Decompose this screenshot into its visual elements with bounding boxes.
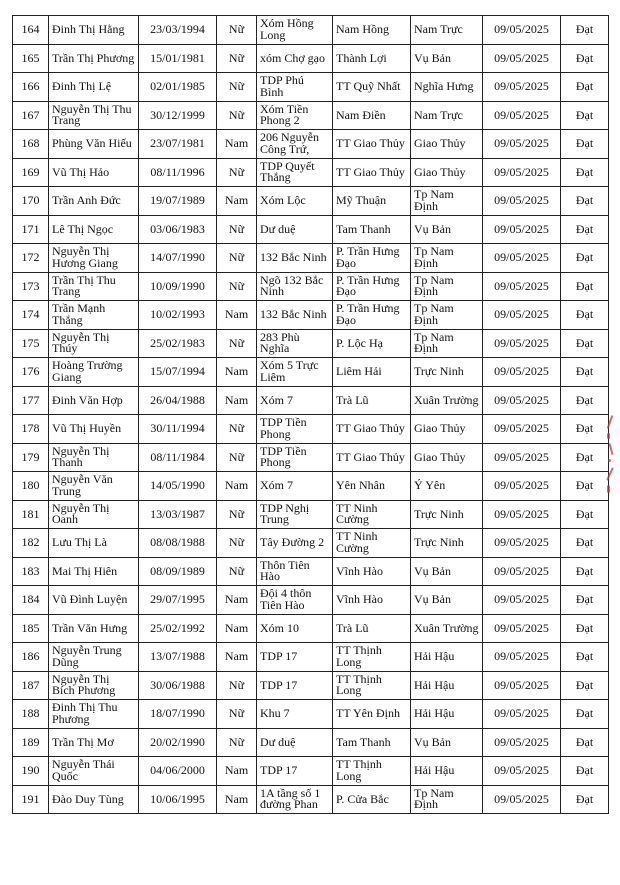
address-cell: Dư duệ	[257, 215, 333, 244]
row-number-cell: 169	[13, 158, 49, 187]
full-name-cell: Vũ Thị Hảo	[49, 158, 139, 187]
ward-cell: Thành Lợi	[333, 44, 411, 73]
gender-cell: Nữ	[217, 415, 257, 444]
result-cell: Đạt	[561, 728, 609, 757]
birth-date-cell: 08/11/1996	[139, 158, 217, 187]
address-cell: Xóm Hồng Long	[257, 16, 333, 45]
gender-cell: Nữ	[217, 16, 257, 45]
ward-cell: TT Thịnh Long	[333, 643, 411, 672]
table-row	[13, 386, 609, 415]
district-cell: Tp Nam Định	[411, 244, 483, 273]
row-number-cell: 168	[13, 130, 49, 159]
ward-cell: TT Giao Thủy	[333, 158, 411, 187]
birth-date-cell: 08/09/1989	[139, 557, 217, 586]
address-cell: Khu 7	[257, 700, 333, 729]
gender-cell: Nữ	[217, 728, 257, 757]
ward-cell: Liêm Hải	[333, 358, 411, 387]
address-cell: Xóm Tiền Phong 2	[257, 101, 333, 130]
row-number-cell: 191	[13, 785, 49, 814]
exam-date-cell: 09/05/2025	[483, 158, 561, 187]
address-cell: Dư duệ	[257, 728, 333, 757]
address-cell: 283 Phù Nghĩa	[257, 329, 333, 358]
result-cell: Đạt	[561, 16, 609, 45]
birth-date-cell: 25/02/1983	[139, 329, 217, 358]
gender-cell: Nữ	[217, 215, 257, 244]
ward-cell: TT Giao Thủy	[333, 415, 411, 444]
full-name-cell: Trần Anh Đức	[49, 187, 139, 216]
result-cell: Đạt	[561, 158, 609, 187]
district-cell: Hải Hậu	[411, 700, 483, 729]
district-cell: Trực Ninh	[411, 500, 483, 529]
district-cell: Giao Thủy	[411, 415, 483, 444]
ward-cell: TT Giao Thủy	[333, 443, 411, 472]
gender-cell: Nữ	[217, 329, 257, 358]
birth-date-cell: 19/07/1989	[139, 187, 217, 216]
gender-cell: Nam	[217, 130, 257, 159]
exam-date-cell: 09/05/2025	[483, 44, 561, 73]
district-cell: Vụ Bản	[411, 586, 483, 615]
address-cell: TDP Phú Bình	[257, 73, 333, 102]
table-row	[13, 500, 609, 529]
district-cell: Vụ Bản	[411, 557, 483, 586]
result-cell: Đạt	[561, 700, 609, 729]
ward-cell: Mỹ Thuận	[333, 187, 411, 216]
birth-date-cell: 29/07/1995	[139, 586, 217, 615]
result-cell: Đạt	[561, 472, 609, 501]
address-cell: Ngõ 132 Bắc Ninh	[257, 272, 333, 301]
birth-date-cell: 20/02/1990	[139, 728, 217, 757]
ward-cell: TT Thịnh Long	[333, 671, 411, 700]
district-cell: Tp Nam Định	[411, 301, 483, 330]
exam-date-cell: 09/05/2025	[483, 785, 561, 814]
table-row	[13, 700, 609, 729]
district-cell: Giao Thủy	[411, 130, 483, 159]
district-cell: Nghĩa Hưng	[411, 73, 483, 102]
district-cell: Vụ Bản	[411, 728, 483, 757]
gender-cell: Nam	[217, 586, 257, 615]
address-cell: TDP 17	[257, 643, 333, 672]
district-cell: Vụ Bản	[411, 44, 483, 73]
gender-cell: Nam	[217, 757, 257, 786]
row-number-cell: 167	[13, 101, 49, 130]
gender-cell: Nữ	[217, 272, 257, 301]
birth-date-cell: 23/07/1981	[139, 130, 217, 159]
row-number-cell: 190	[13, 757, 49, 786]
table-body	[13, 16, 609, 814]
ward-cell: Trà Lũ	[333, 386, 411, 415]
full-name-cell: Phùng Văn Hiếu	[49, 130, 139, 159]
exam-date-cell: 09/05/2025	[483, 329, 561, 358]
table-row	[13, 415, 609, 444]
gender-cell: Nam	[217, 386, 257, 415]
row-number-cell: 170	[13, 187, 49, 216]
row-number-cell: 185	[13, 614, 49, 643]
gender-cell: Nam	[217, 301, 257, 330]
full-name-cell: Mai Thị Hiên	[49, 557, 139, 586]
table-row	[13, 215, 609, 244]
address-cell: Xóm Lộc	[257, 187, 333, 216]
exam-date-cell: 09/05/2025	[483, 244, 561, 273]
district-cell: Xuân Trường	[411, 614, 483, 643]
gender-cell: Nữ	[217, 500, 257, 529]
birth-date-cell: 13/03/1987	[139, 500, 217, 529]
birth-date-cell: 08/11/1984	[139, 443, 217, 472]
full-name-cell: Lê Thị Ngọc	[49, 215, 139, 244]
exam-date-cell: 09/05/2025	[483, 643, 561, 672]
full-name-cell: Vũ Thị Huyền	[49, 415, 139, 444]
birth-date-cell: 03/06/1983	[139, 215, 217, 244]
table-row	[13, 785, 609, 814]
full-name-cell: Nguyễn Thị Thúy	[49, 329, 139, 358]
row-number-cell: 177	[13, 386, 49, 415]
ward-cell: Nam Hồng	[333, 16, 411, 45]
gender-cell: Nữ	[217, 158, 257, 187]
result-cell: Đạt	[561, 785, 609, 814]
district-cell: Tp Nam Định	[411, 187, 483, 216]
birth-date-cell: 13/07/1988	[139, 643, 217, 672]
row-number-cell: 187	[13, 671, 49, 700]
district-cell: Trực Ninh	[411, 529, 483, 558]
birth-date-cell: 08/08/1988	[139, 529, 217, 558]
gender-cell: Nữ	[217, 101, 257, 130]
birth-date-cell: 23/03/1994	[139, 16, 217, 45]
address-cell: Xóm 7	[257, 386, 333, 415]
exam-date-cell: 09/05/2025	[483, 557, 561, 586]
exam-date-cell: 09/05/2025	[483, 101, 561, 130]
address-cell: TDP Quyết Thắng	[257, 158, 333, 187]
results-table	[12, 15, 609, 814]
exam-date-cell: 09/05/2025	[483, 16, 561, 45]
table-row	[13, 187, 609, 216]
gender-cell: Nam	[217, 187, 257, 216]
full-name-cell: Nguyễn Thị Bích Phương	[49, 671, 139, 700]
full-name-cell: Đinh Thị Hằng	[49, 16, 139, 45]
gender-cell: Nữ	[217, 700, 257, 729]
birth-date-cell: 26/04/1988	[139, 386, 217, 415]
address-cell: 132 Bắc Ninh	[257, 244, 333, 273]
birth-date-cell: 15/01/1981	[139, 44, 217, 73]
exam-date-cell: 09/05/2025	[483, 500, 561, 529]
full-name-cell: Trần Mạnh Thắng	[49, 301, 139, 330]
ward-cell: P. Trần Hưng Đạo	[333, 244, 411, 273]
address-cell: Tây Đường 2	[257, 529, 333, 558]
exam-date-cell: 09/05/2025	[483, 187, 561, 216]
row-number-cell: 171	[13, 215, 49, 244]
address-cell: TDP 17	[257, 757, 333, 786]
exam-date-cell: 09/05/2025	[483, 472, 561, 501]
result-cell: Đạt	[561, 614, 609, 643]
district-cell: Tp Nam Định	[411, 785, 483, 814]
exam-date-cell: 09/05/2025	[483, 272, 561, 301]
birth-date-cell: 14/05/1990	[139, 472, 217, 501]
row-number-cell: 189	[13, 728, 49, 757]
row-number-cell: 182	[13, 529, 49, 558]
gender-cell: Nam	[217, 614, 257, 643]
district-cell: Hải Hậu	[411, 671, 483, 700]
exam-date-cell: 09/05/2025	[483, 386, 561, 415]
gender-cell: Nữ	[217, 73, 257, 102]
birth-date-cell: 02/01/1985	[139, 73, 217, 102]
birth-date-cell: 30/11/1994	[139, 415, 217, 444]
full-name-cell: Đinh Thị Thu Phương	[49, 700, 139, 729]
result-cell: Đạt	[561, 757, 609, 786]
row-number-cell: 175	[13, 329, 49, 358]
district-cell: Xuân Trường	[411, 386, 483, 415]
full-name-cell: Trần Thị Mơ	[49, 728, 139, 757]
gender-cell: Nam	[217, 785, 257, 814]
district-cell: Trực Ninh	[411, 358, 483, 387]
exam-date-cell: 09/05/2025	[483, 700, 561, 729]
ward-cell: P. Cửa Bắc	[333, 785, 411, 814]
exam-date-cell: 09/05/2025	[483, 130, 561, 159]
gender-cell: Nữ	[217, 557, 257, 586]
table-row	[13, 557, 609, 586]
district-cell: Giao Thủy	[411, 158, 483, 187]
gender-cell: Nữ	[217, 671, 257, 700]
table-row	[13, 272, 609, 301]
ward-cell: Tam Thanh	[333, 728, 411, 757]
row-number-cell: 184	[13, 586, 49, 615]
address-cell: 206 Nguyễn Công Trứ,	[257, 130, 333, 159]
gender-cell: Nữ	[217, 244, 257, 273]
ward-cell: Nam Điền	[333, 101, 411, 130]
exam-date-cell: 09/05/2025	[483, 671, 561, 700]
table-row	[13, 586, 609, 615]
district-cell: Tp Nam Định	[411, 329, 483, 358]
address-cell: TDP Tiền Phong	[257, 415, 333, 444]
ward-cell: TT Quỹ Nhất	[333, 73, 411, 102]
full-name-cell: Nguyễn Trung Dũng	[49, 643, 139, 672]
ward-cell: TT Ninh Cường	[333, 529, 411, 558]
result-cell: Đạt	[561, 386, 609, 415]
full-name-cell: Vũ Đình Luyện	[49, 586, 139, 615]
exam-date-cell: 09/05/2025	[483, 215, 561, 244]
exam-date-cell: 09/05/2025	[483, 415, 561, 444]
district-cell: Tp Nam Định	[411, 272, 483, 301]
district-cell: Vụ Bản	[411, 215, 483, 244]
result-cell: Đạt	[561, 101, 609, 130]
row-number-cell: 178	[13, 415, 49, 444]
district-cell: Giao Thủy	[411, 443, 483, 472]
exam-date-cell: 09/05/2025	[483, 443, 561, 472]
exam-date-cell: 09/05/2025	[483, 73, 561, 102]
birth-date-cell: 30/12/1999	[139, 101, 217, 130]
birth-date-cell: 10/06/1995	[139, 785, 217, 814]
row-number-cell: 179	[13, 443, 49, 472]
address-cell: 132 Bắc Ninh	[257, 301, 333, 330]
result-cell: Đạt	[561, 244, 609, 273]
row-number-cell: 173	[13, 272, 49, 301]
result-cell: Đạt	[561, 500, 609, 529]
row-number-cell: 164	[13, 16, 49, 45]
row-number-cell: 180	[13, 472, 49, 501]
full-name-cell: Đinh Văn Hợp	[49, 386, 139, 415]
full-name-cell: Lưu Thị Là	[49, 529, 139, 558]
ward-cell: P. Trần Hưng Đạo	[333, 301, 411, 330]
birth-date-cell: 14/07/1990	[139, 244, 217, 273]
result-cell: Đạt	[561, 529, 609, 558]
table-row	[13, 244, 609, 273]
ward-cell: Vĩnh Hào	[333, 586, 411, 615]
ward-cell: Vĩnh Hào	[333, 557, 411, 586]
result-cell: Đạt	[561, 557, 609, 586]
address-cell: TDP Nghị Trung	[257, 500, 333, 529]
table-row	[13, 671, 609, 700]
table-row	[13, 443, 609, 472]
full-name-cell: Nguyễn Văn Trung	[49, 472, 139, 501]
full-name-cell: Đào Duy Tùng	[49, 785, 139, 814]
table-row	[13, 101, 609, 130]
result-cell: Đạt	[561, 643, 609, 672]
result-cell: Đạt	[561, 73, 609, 102]
full-name-cell: Trần Văn Hưng	[49, 614, 139, 643]
district-cell: Nam Trực	[411, 101, 483, 130]
table-row	[13, 329, 609, 358]
address-cell: 1A tầng số 1 đường Phan	[257, 785, 333, 814]
full-name-cell: Nguyễn Thái Quốc	[49, 757, 139, 786]
full-name-cell: Trần Thị Phương	[49, 44, 139, 73]
full-name-cell: Trần Thị Thu Trang	[49, 272, 139, 301]
district-cell: Ý Yên	[411, 472, 483, 501]
ward-cell: TT Yên Định	[333, 700, 411, 729]
address-cell: Xóm 10	[257, 614, 333, 643]
address-cell: Xóm 5 Trực Liêm	[257, 358, 333, 387]
district-cell: Nam Trực	[411, 16, 483, 45]
address-cell: Đội 4 thôn Tiên Hào	[257, 586, 333, 615]
gender-cell: Nam	[217, 358, 257, 387]
result-cell: Đạt	[561, 586, 609, 615]
table-row	[13, 16, 609, 45]
row-number-cell: 166	[13, 73, 49, 102]
full-name-cell: Nguyễn Thị Oanh	[49, 500, 139, 529]
table-row	[13, 130, 609, 159]
table-row	[13, 728, 609, 757]
birth-date-cell: 04/06/2000	[139, 757, 217, 786]
row-number-cell: 181	[13, 500, 49, 529]
table-row	[13, 472, 609, 501]
ward-cell: P. Trần Hưng Đạo	[333, 272, 411, 301]
birth-date-cell: 15/07/1994	[139, 358, 217, 387]
gender-cell: Nam	[217, 643, 257, 672]
ward-cell: TT Thịnh Long	[333, 757, 411, 786]
gender-cell: Nữ	[217, 443, 257, 472]
exam-date-cell: 09/05/2025	[483, 529, 561, 558]
row-number-cell: 174	[13, 301, 49, 330]
ward-cell: Trà Lũ	[333, 614, 411, 643]
table-row	[13, 358, 609, 387]
result-cell: Đạt	[561, 443, 609, 472]
result-cell: Đạt	[561, 272, 609, 301]
full-name-cell: Nguyễn Thị Hương Giang	[49, 244, 139, 273]
result-cell: Đạt	[561, 301, 609, 330]
result-cell: Đạt	[561, 187, 609, 216]
table-row	[13, 301, 609, 330]
birth-date-cell: 10/02/1993	[139, 301, 217, 330]
row-number-cell: 183	[13, 557, 49, 586]
district-cell: Hải Hậu	[411, 643, 483, 672]
result-cell: Đạt	[561, 415, 609, 444]
table-row	[13, 44, 609, 73]
exam-date-cell: 09/05/2025	[483, 586, 561, 615]
full-name-cell: Đinh Thị Lệ	[49, 73, 139, 102]
ward-cell: Tam Thanh	[333, 215, 411, 244]
birth-date-cell: 30/06/1988	[139, 671, 217, 700]
full-name-cell: Nguyễn Thị Thanh	[49, 443, 139, 472]
birth-date-cell: 25/02/1992	[139, 614, 217, 643]
table-row	[13, 529, 609, 558]
exam-date-cell: 09/05/2025	[483, 614, 561, 643]
row-number-cell: 188	[13, 700, 49, 729]
table-row	[13, 643, 609, 672]
address-cell: xóm Chợ gạo	[257, 44, 333, 73]
exam-date-cell: 09/05/2025	[483, 301, 561, 330]
table-row	[13, 757, 609, 786]
address-cell: TDP 17	[257, 671, 333, 700]
ward-cell: Yên Nhân	[333, 472, 411, 501]
exam-date-cell: 09/05/2025	[483, 358, 561, 387]
district-cell: Hải Hậu	[411, 757, 483, 786]
result-cell: Đạt	[561, 329, 609, 358]
address-cell: TDP Tiền Phong	[257, 443, 333, 472]
result-cell: Đạt	[561, 671, 609, 700]
ward-cell: P. Lộc Hạ	[333, 329, 411, 358]
row-number-cell: 165	[13, 44, 49, 73]
full-name-cell: Hoàng Trường Giang	[49, 358, 139, 387]
exam-date-cell: 09/05/2025	[483, 757, 561, 786]
exam-date-cell: 09/05/2025	[483, 728, 561, 757]
gender-cell: Nữ	[217, 44, 257, 73]
row-number-cell: 172	[13, 244, 49, 273]
result-cell: Đạt	[561, 130, 609, 159]
gender-cell: Nữ	[217, 529, 257, 558]
ward-cell: TT Ninh Cường	[333, 500, 411, 529]
gender-cell: Nam	[217, 472, 257, 501]
full-name-cell: Nguyễn Thị Thu Trang	[49, 101, 139, 130]
birth-date-cell: 18/07/1990	[139, 700, 217, 729]
row-number-cell: 186	[13, 643, 49, 672]
result-cell: Đạt	[561, 215, 609, 244]
result-cell: Đạt	[561, 358, 609, 387]
address-cell: Thôn Tiên Hào	[257, 557, 333, 586]
table-row	[13, 73, 609, 102]
table-row	[13, 614, 609, 643]
birth-date-cell: 10/09/1990	[139, 272, 217, 301]
result-cell: Đạt	[561, 44, 609, 73]
address-cell: Xóm 7	[257, 472, 333, 501]
table-row	[13, 158, 609, 187]
side-stamp-mark	[603, 415, 617, 495]
ward-cell: TT Giao Thủy	[333, 130, 411, 159]
row-number-cell: 176	[13, 358, 49, 387]
